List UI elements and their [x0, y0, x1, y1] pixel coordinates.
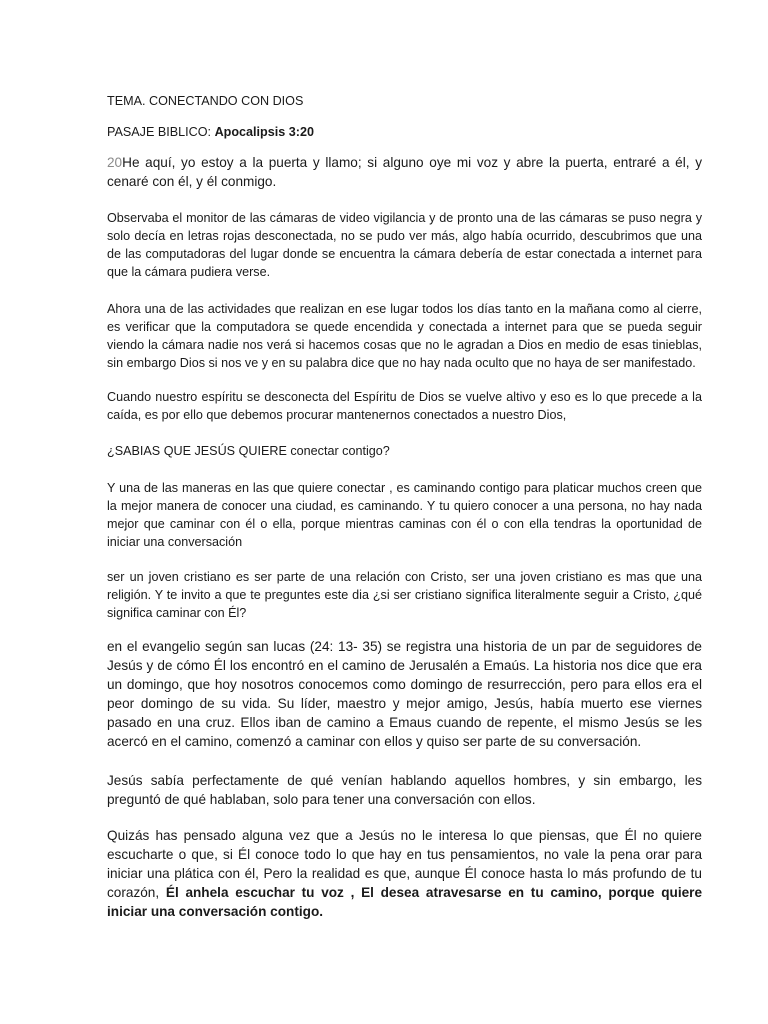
verse-text: He aquí, yo estoy a la puerta y llamo; si alguno oye mi voz y abre la puerta, entraré a él, y cenaré con él, y él conmigo.	[107, 155, 702, 189]
paragraph-jesus-knew: Jesús sabía perfectamente de qué venían hablando aquellos hombres, y sin embargo, les preguntó de qué hablaban, solo para tener una conversación con ellos.	[107, 773, 702, 807]
passage-label: PASAJE BIBLICO:	[107, 125, 212, 139]
passage-reference: Apocalipsis 3:20	[214, 125, 314, 139]
paragraph-daily-check: Ahora una de las actividades que realizan en ese lugar todos los días tanto en la mañana como al cierre, es verificar que la computadora se quede encendida y conectada a internet para que se pueda seguir viendo la cámara nadie nos verá si hacemos cosas que no le agradan a Dios en medio de esas tinieblas, sin embargo Dios si nos ve y en su palabra dice que no hay nada oculto que no haya de ser manifestado.	[107, 302, 702, 370]
question-heading: ¿SABIAS QUE JESÚS QUIERE conectar contigo?	[107, 444, 390, 458]
closing-emphasis: Él anhela escuchar tu voz , El desea atravesarse en tu camino, porque quiere iniciar una conversación contigo.	[107, 885, 703, 919]
paragraph-camera-story: Observaba el monitor de las cámaras de video vigilancia y de pronto una de las cámaras se puso negra y solo decía en letras rojas desconectada, no se pudo ver más, algo había ocurrido, descubrimos que una de las computadoras del lugar donde se encuentra la cámara debería de estar conectada a internet para que la cámara pudiera verse.	[107, 211, 702, 279]
paragraph-walking: Y una de las maneras en las que quiere conectar , es caminando contigo para platicar muchos creen que la mejor manera de conocer una ciudad, es caminando. Y tu quiero conocer a una persona, no hay nada mejor que caminar con él o ella, porque mientras caminas con él o con ella tendras la oportunidad de iniciar una conversación	[107, 481, 702, 549]
passage-line	[107, 123, 702, 141]
paragraph-disconnect: Cuando nuestro espíritu se desconecta del Espíritu de Dios se vuelve altivo y eso es lo que precede a la caída, es por ello que debemos procurar mantenernos conectados a nuestro Dios,	[107, 390, 702, 422]
verse-number: 20	[107, 155, 123, 170]
paragraph-young-christian: ser un joven cristiano es ser parte de una relación con Cristo, ser una joven cristiano es mas que una religión. Y te invito a que te preguntes este dia ¿si ser cristiano significa literalmente seguir a Cristo, ¿qué significa caminar con Él?	[107, 570, 702, 620]
closing-text: Quizás has pensado alguna vez que a Jesús no le interesa lo que piensas, que Él no quiere escucharte o que, si Él conoce todo lo que hay en tus pensamientos, no vale la pena orar para iniciar una plática con él, Pero la realidad es que, aunque Él conoce hasta lo más profundo de tu corazón,	[107, 828, 702, 900]
bible-verse	[107, 153, 702, 191]
paragraph-closing	[107, 826, 702, 921]
topic-title: TEMA. CONECTANDO CON DIOS	[107, 94, 304, 108]
paragraph-emmaus: en el evangelio según san lucas (24: 13- 35) se registra una historia de un par de seguidores de Jesús y de cómo Él los encontró en el camino de Jerusalén a Emaús. La historia nos dice que era un domingo, que hoy nosotros conocemos como domingo de resurrección, pero para ellos era el peor domingo de su vida. Su líder, maestro y mejor amigo, Jesús, había muerto ese viernes pasado en una cruz. Ellos iban de camino a Emaus cuando de repente, el mismo Jesús se les acercó en el camino, comenzó a caminar con ellos y quiso ser parte de su conversación.	[107, 639, 702, 749]
